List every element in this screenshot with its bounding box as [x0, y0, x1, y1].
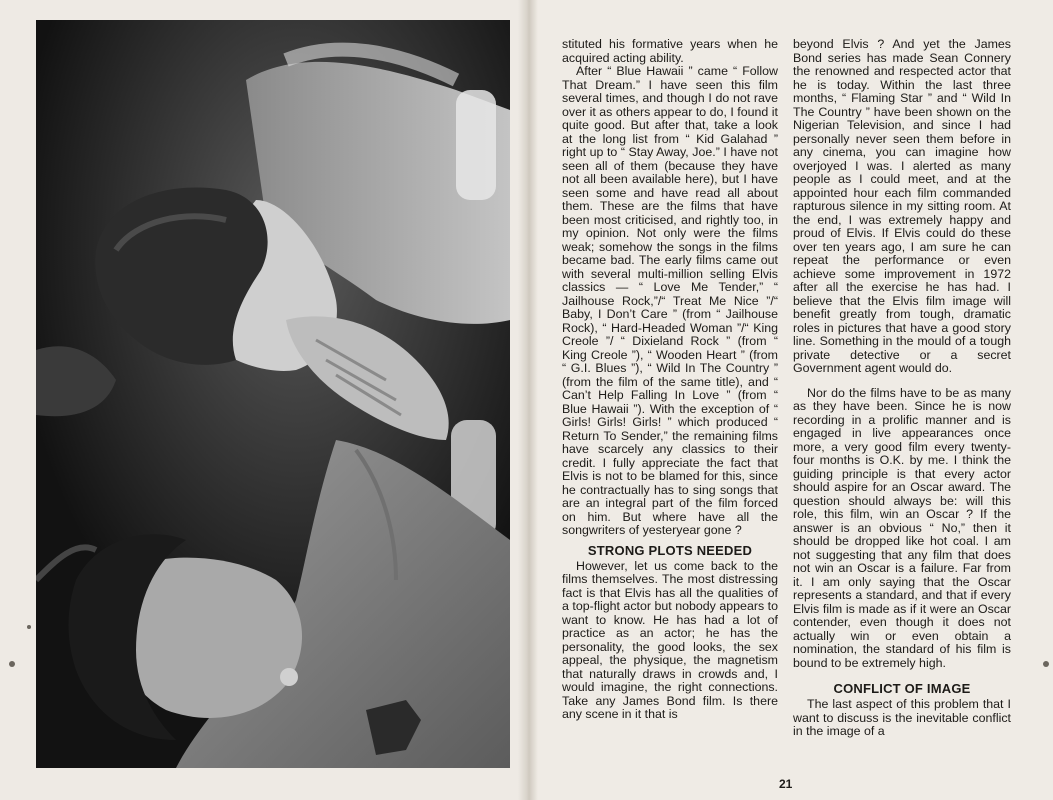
article-column-2	[793, 38, 1011, 739]
staple-hole	[27, 625, 31, 629]
section-heading: CONFLICT OF IMAGE	[833, 681, 971, 696]
staple-hole	[9, 661, 15, 667]
paragraph: However, let us come back to the films themselves. The most distressing fact is that Elvis has all the qualities of a top-flight actor but nobody appears to want to know. He has had a lot of practice as an actor; he has the personality, the good looks, the sex appeal, the physique, the magnetism that naturally draws in crowds and, I would imagine, the right connections. Take any James Bond film. Is there any scene in it that is	[562, 558, 778, 721]
paragraph: After “ Blue Hawaii ” came “ Follow That Dream.” I have seen this film several times, and though I do not rave over it as others appear to do, I found it quite good. But after that, take a look at the long list from “ Kid Galahad ” right up to “ Stay Away, Joe.” I have not seen all of them (because they have not all been available here), but I have seen some and have read all about them. These are the films that have been most criticised, and rightly too, in my opinion. Not only were the films weak; somehow the songs in the films became bad. The early films came out with several multi-million selling Elvis classics — “ Love Me Tender,” “ Jailhouse Rock,”/“ Treat Me Nice ”/“ Baby, I Don’t Care ” (from “ Jailhouse Rock), “ Hard-Headed Woman ”/“ King Creole ”/ “ Dixieland Rock ” (from “ King Creole ”), “ Wooden Heart ” (from “ G.I. Blues ”), “ Wild In The Country ” (from the film of the same title), and “ Can’t Help Falling In Love ” (from “ Blue Hawaii ”). With the exception of “ Girls! Girls! Girls! ” which produced “ Return To Sender,” the remaining films have scarcely any classics to their credit. I fully appreciate the fact that Elvis is not to be blamed for this, since he contractually has to sing songs that are an integral part of the film forced on him. But where have all the songwriters of yesteryear gone ?	[562, 64, 778, 537]
paragraph: Nor do the films have to be as many as they have been. Since he is now recording in a prolific manner and is engaged in live appearances once more, a very good film every twenty-four months is O.K. by me. I think the guiding principle is that every actor should aspire for an Oscar award. The question should always be: will this role, this film, win an Oscar ? If the answer is an obvious “ No,” then it should be dropped like hot coal. I am not suggesting that any film that does not win an Oscar is a failure. Far from it. I am only saying that the Oscar represents a standard, and that if every Elvis film is made as if it were an Oscar contender, even though it does not actually win or even obtain a nomination, the standard of his film is bound to be extremely high.	[793, 385, 1011, 670]
photo-illustration	[36, 20, 510, 768]
paragraph: The last aspect of this problem that I want to discuss is the inevitable conflict in the image of a	[793, 697, 1011, 738]
article-column-1	[562, 38, 778, 722]
page-number: 21	[779, 777, 793, 791]
section-heading: STRONG PLOTS NEEDED	[587, 542, 753, 558]
film-still-photo	[36, 20, 510, 768]
paragraph: beyond Elvis ? And yet the James Bond series has made Sean Connery the renowned and respected actor that he is today. Within the last three months, “ Flaming Star ” and “ Wild In The Country ” have been shown on the Nigerian Television, and since I had personally never seen them before in any cinema, you can imagine how overjoyed I was. I alerted as many people as I could meet, and at the appointed hour each film commanded rapturous silence in my sitting room. At the end, I was extremely happy and proud of Elvis. If Elvis could do these over ten years ago, I am sure he can repeat the performance or even achieve some improvement in 1972 after all the exercise he has had. I believe that the Elvis film image will benefit greatly from tough, dramatic roles in pictures that have a good story line. Something in the mould of a tough private detective or a secret Government agent would do.	[793, 37, 1011, 375]
book-gutter	[518, 0, 538, 800]
glass	[456, 90, 496, 200]
staple-hole	[1043, 661, 1049, 667]
paragraph: stituted his formative years when he acquired acting ability.	[562, 37, 778, 65]
